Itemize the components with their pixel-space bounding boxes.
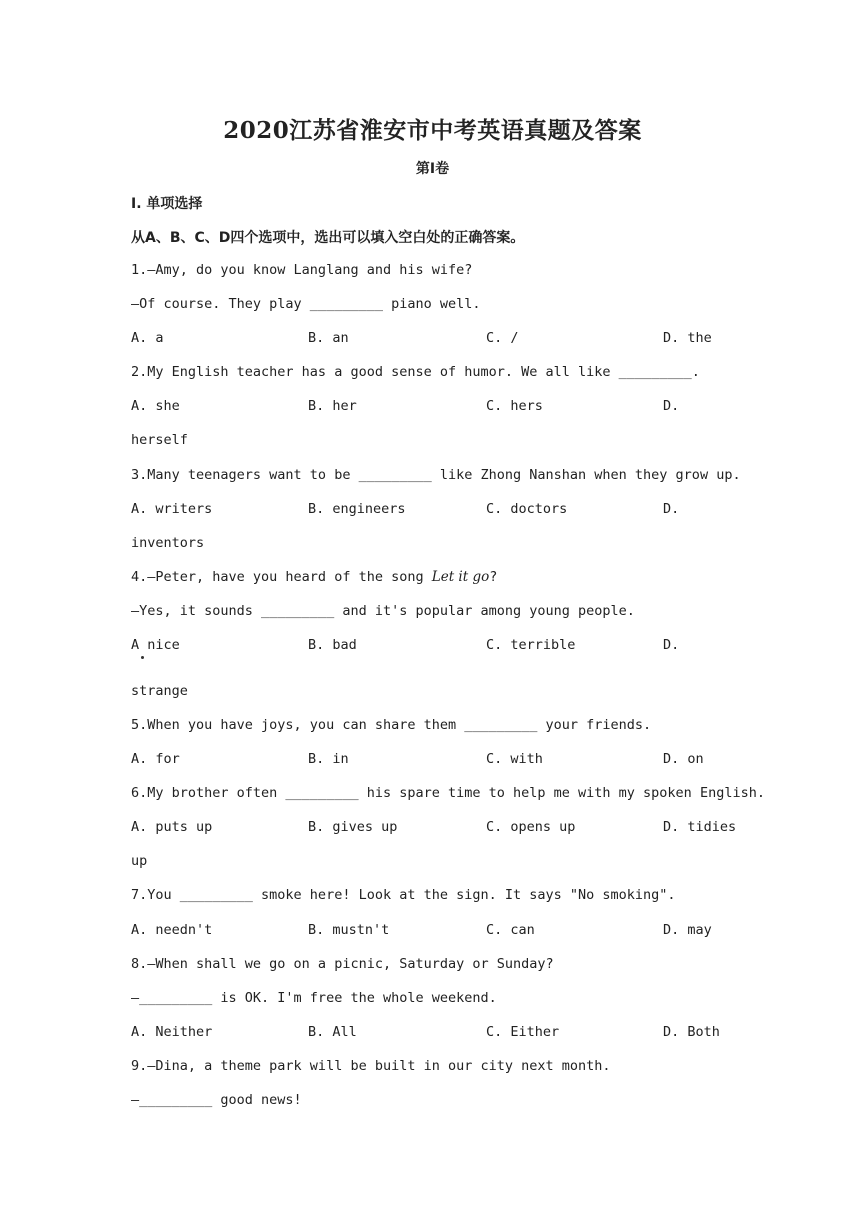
paper-part-label: 第Ⅰ卷 <box>415 161 450 177</box>
question-2-option-a: A. she <box>131 398 180 414</box>
question-1-reply: —Of course. They play _________ piano well. <box>131 296 481 312</box>
question-1-option-a: A. a <box>131 330 164 346</box>
question-2-option-d: D. <box>663 398 680 414</box>
question-9-reply: —_________ good news! <box>131 1092 302 1108</box>
question-4-option-d-text: strange <box>131 683 188 699</box>
question-5-option-b: B. in <box>308 751 349 767</box>
question-8-stem: 8.—When shall we go on a picnic, Saturday or Sunday? <box>131 956 554 972</box>
question-4-option-b: B. bad <box>308 637 357 653</box>
song-title: Let it go <box>431 569 490 585</box>
question-6-option-d-text: up <box>131 853 148 869</box>
document-title: 2020江苏省淮安市中考英语真题及答案 <box>223 117 642 144</box>
question-5-option-d: D. on <box>663 751 704 767</box>
question-4-option-c: C. terrible <box>486 637 576 653</box>
question-7-option-a: A. needn't <box>131 922 213 938</box>
question-8-option-a: A. Neither <box>131 1024 213 1040</box>
question-3-option-d: D. <box>663 501 680 517</box>
question-7-option-c: C. can <box>486 922 535 938</box>
question-6-option-b: B. gives up <box>308 819 398 835</box>
stray-dot-mark <box>141 656 144 659</box>
question-8-option-d: D. Both <box>663 1024 720 1040</box>
question-5-stem: 5.When you have joys, you can share them _________ your friends. <box>131 717 652 733</box>
question-4-stem <box>131 569 497 585</box>
question-1-option-c: C. / <box>486 330 519 346</box>
question-3-stem: 3.Many teenagers want to be _________ like Zhong Nanshan when they grow up. <box>131 467 741 483</box>
question-6-stem: 6.My brother often _________ his spare time to help me with my spoken English. <box>131 785 765 801</box>
question-1-option-d: D. the <box>663 330 712 346</box>
question-4-stem-start: 4.—Peter, have you heard of the song <box>131 569 432 585</box>
question-1-option-b: B. an <box>308 330 349 346</box>
question-2-option-c: C. hers <box>486 398 543 414</box>
question-5-option-a: A. for <box>131 751 180 767</box>
question-3-option-d-text: inventors <box>131 535 205 551</box>
question-6-option-d: D. tidies <box>663 819 737 835</box>
question-2-option-d-text: herself <box>131 432 188 448</box>
question-2-stem: 2.My English teacher has a good sense of humor. We all like _________. <box>131 364 700 380</box>
question-6-option-a: A. puts up <box>131 819 213 835</box>
question-3-option-a: A. writers <box>131 501 213 517</box>
question-8-option-b: B. All <box>308 1024 357 1040</box>
question-5-option-c: C. with <box>486 751 543 767</box>
question-4-reply: —Yes, it sounds _________ and it's popular among young people. <box>131 603 635 619</box>
question-1-stem: 1.—Amy, do you know Langlang and his wife? <box>131 262 473 278</box>
question-8-reply: —_________ is OK. I'm free the whole weekend. <box>131 990 497 1006</box>
question-6-option-c: C. opens up <box>486 819 576 835</box>
question-4-stem-end: ? <box>489 569 498 585</box>
question-2-option-b: B. her <box>308 398 357 414</box>
question-7-option-b: B. mustn't <box>308 922 390 938</box>
section-instruction: 从A、B、C、D四个选项中，选出可以填入空白处的正确答案。 <box>131 230 525 246</box>
question-7-stem: 7.You _________ smoke here! Look at the sign. It says "No smoking". <box>131 887 676 903</box>
question-7-option-d: D. may <box>663 922 712 938</box>
question-4-option-a: A nice <box>131 637 180 653</box>
question-8-option-c: C. Either <box>486 1024 560 1040</box>
question-9-stem: 9.—Dina, a theme park will be built in our city next month. <box>131 1058 611 1074</box>
question-4-option-d: D. <box>663 637 680 653</box>
section-heading: I. 单项选择 <box>131 196 203 212</box>
question-3-option-b: B. engineers <box>308 501 406 517</box>
question-3-option-c: C. doctors <box>486 501 568 517</box>
